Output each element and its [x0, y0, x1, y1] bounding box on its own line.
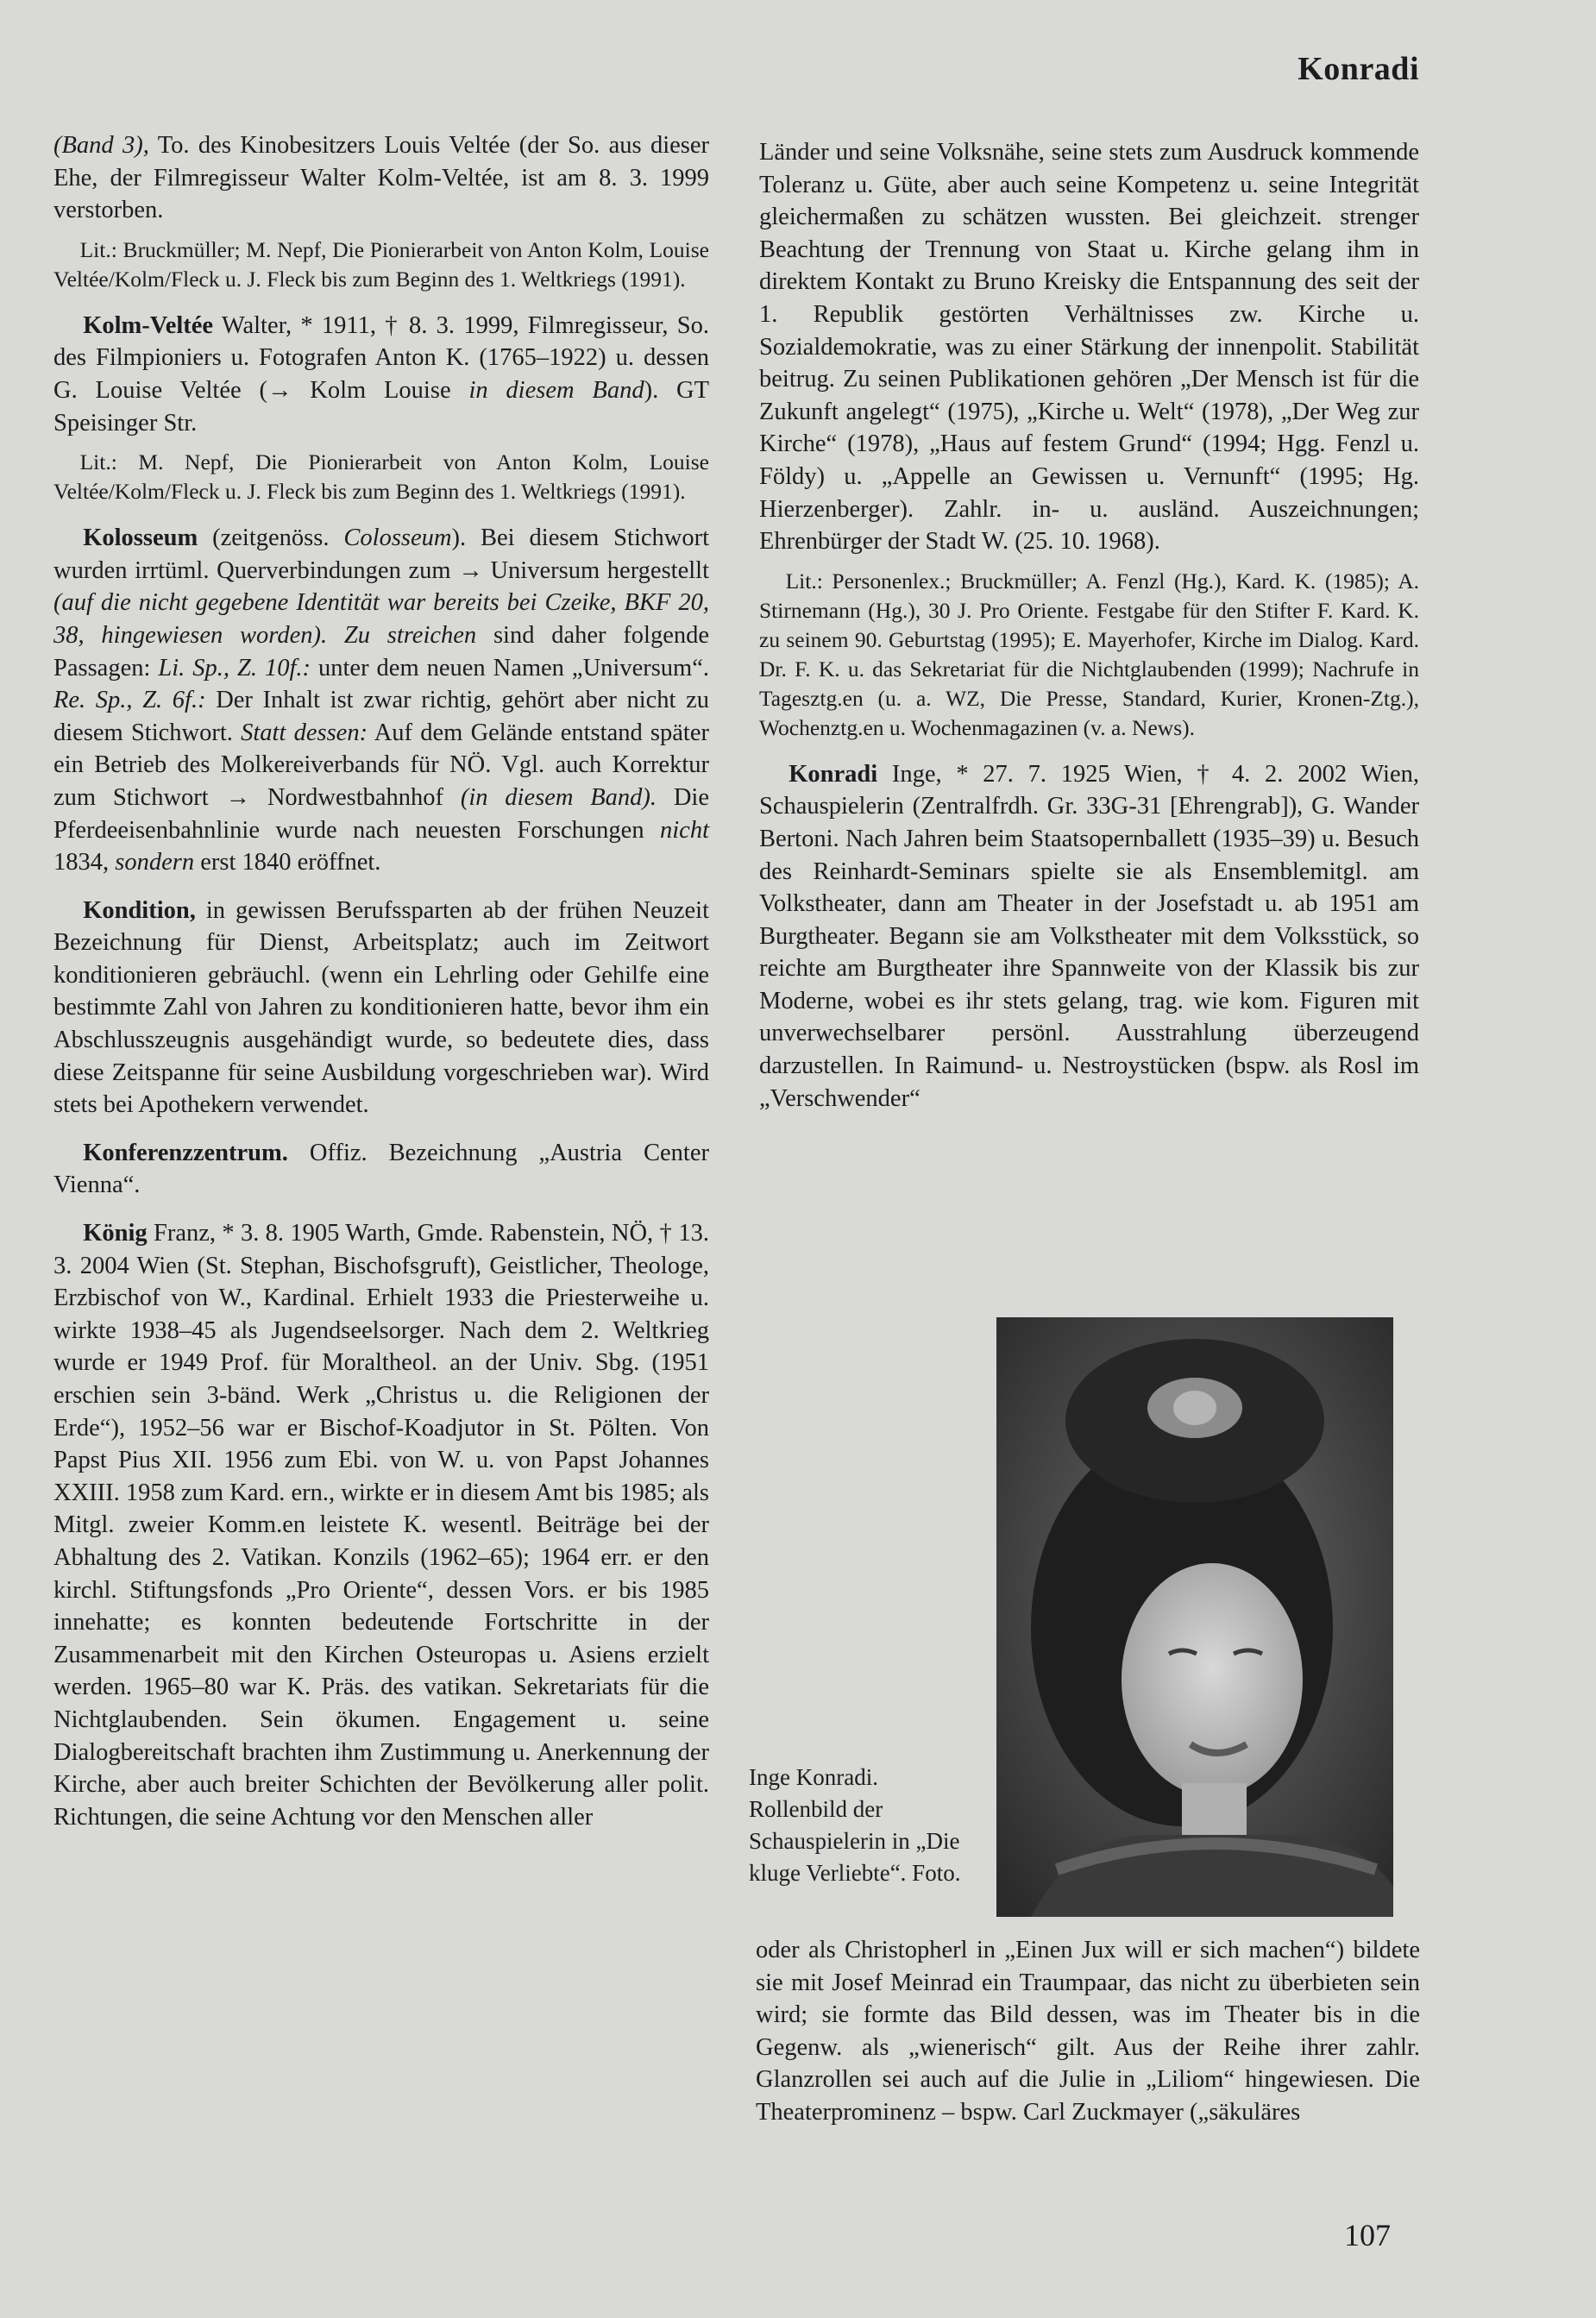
right-column-continuation — [756, 1934, 1420, 2129]
entry-continuation — [759, 136, 1419, 558]
text-run: Inge, * 27. 7. 1925 Wien, † 4. 2. 2002 Wien, Schauspielerin (Zentralfrdh. Gr. 33G-31 [Ehrengrab]), G. Wander Bertoni. Nach Jahren beim Staatsopernballett (1935–39) u. Besuch des Reinhardt-Seminars spielte sie als Ensemblemitgl. am Volkstheater, dann am Theater in der Josefstadt u. ab 1951 am Burgtheater. Begann sie am Volkstheater mit dem Volksstück, so reichte am Burgtheater ihre Spannweite von der Klassik bis zur Moderne, wobei es ihr stets gelang, trag. wie kom. Figuren mit unverwechselbarer persönl. Ausstrahlung überzeugend darzustellen. In Raimund- u. Nestroystücken (bspw. als Rosl im „Verschwender“ — [759, 760, 1419, 1112]
entry-koenig — [53, 1217, 709, 1833]
italic-text: nicht — [660, 816, 709, 844]
entry-kondition — [53, 895, 709, 1121]
text-run: erst 1840 eröffnet. — [194, 849, 381, 876]
portrait-photo — [996, 1317, 1393, 1917]
text-run: Lit.: M. Nepf, Die Pionierarbeit von Anton Kolm, Louise Veltée/Kolm/Fleck u. J. Fleck bis zum Beginn des 1. Weltkriegs (1991). — [53, 449, 709, 505]
text-run: 1834, — [53, 849, 116, 876]
italic-text: Statt dessen: — [241, 719, 368, 746]
italic-text: sondern — [115, 849, 195, 876]
text-run: in gewissen Berufssparten ab der frühen Neuzeit Bezeichnung für Dienst, Arbeitsplatz; auch im Zeitwort konditionieren gebräuchl. (wenn ein Lehrling oder Gehilfe eine bestimmte Zahl von Jahren zu konditionieren hatte, bevor ihm ein Abschlusszeugnis ausgehändigt wurde, so bedeutete dies, dass diese Zeitspanne für seine Ausbildung vorgeschrieben war). Wird stets bei Apothekern verwendet. — [53, 896, 709, 1119]
literature-note — [759, 567, 1419, 743]
entry-continuation — [53, 129, 709, 227]
text-run: To. des Kinobesitzers Louis Veltée (der So. aus dieser Ehe, der Filmregisseur Walter Kolm-Veltée, ist am 8. 3. 1999 verstorben. — [53, 132, 709, 224]
figure-caption: Inge Konradi. Rollenbild der Schauspielerin in „Die kluge Verliebte“. Foto. — [749, 1764, 961, 1886]
italic-text: (Band 3), — [53, 132, 149, 159]
text-run: unter dem neuen Namen „Universum“. — [311, 654, 709, 682]
italic-text: (in diesem Band). — [460, 783, 657, 811]
text-run: Länder und seine Volksnähe, seine stets zum Ausdruck kommende Toleranz u. Güte, aber auch seine Kompetenz u. seine Integrität gleichermaßen zu schätzen wussten. Bei gleichzeit. strenger Beachtung der Trennung von Staat u. Kirche gelang ihm in direktem Kontakt zu Bruno Kreisky die Entspannung des seit der 1. Republik gestörten Verhältnisses zw. Kirche u. Sozialdemokratie, was zu einer Stärkung der innenpolit. Stabilität beitrug. Zu seinen Publikationen gehören „Der Mensch ist für die Zukunft angelegt“ (1975), „Kirche u. Welt“ (1978), „Der Weg zur Kirche“ (1978), „Haus auf festem Grund“ (1994; Hgg. Fenzl u. Földy) u. „Appelle an Gewissen u. Vernunft“ (1995; Hg. Hierzenberger). Zahlr. in- u. ausländ. Auszeichnungen; Ehrenbürger der Stadt W. (25. 10. 1968). — [759, 139, 1419, 556]
text-run: Die Pferdeeisenbahnlinie wurde nach neuesten Forschungen — [53, 783, 710, 844]
left-column — [53, 129, 709, 1833]
entry-continuation — [756, 1934, 1420, 2129]
literature-note — [53, 448, 709, 506]
entry-kolm-veltee — [53, 310, 709, 439]
running-head: Konradi — [1298, 51, 1419, 87]
head-word: Konradi — [789, 760, 878, 788]
entry-konferenzzentrum — [53, 1137, 709, 1202]
text-run: Auf dem Gelände entstand später ein Betrieb des Molkereiverbands für NÖ. Vgl. auch Korrektur zum Stichwort → Nordwestbahnhof — [53, 719, 709, 811]
entry-konradi — [759, 758, 1419, 1115]
text-run: Lit.: Personenlex.; Bruckmüller; A. Fenzl (Hg.), Kard. K. (1985); A. Stirnemann (Hg.), 30 J. Pro Oriente. Festgabe für den Stifter F. Kard. K. zu seinem 90. Geburtstag (1995); E. Mayerhofer, Kirche im Dialog. Kard. Dr. F. K. u. das Sekretariat für die Nichtglaubenden (1999); Nachrufe in Tagesztg.en (u. a. WZ, Die Presse, Standard, Kurier, Kronen-Ztg.), Wochenztg.en u. Wochenmagazinen (v. a. News). — [759, 568, 1419, 740]
page-number: 107 — [1344, 2218, 1391, 2252]
text-run: (zeitgenöss. — [198, 525, 344, 552]
text-run: Lit.: Bruckmüller; M. Nepf, Die Pionierarbeit von Anton Kolm, Louise Veltée/Kolm/Fleck u. J. Fleck bis zum Beginn des 1. Weltkriegs (1991). — [53, 236, 709, 292]
text-run: Offiz. Bezeichnung „Austria Center Vienna“. — [53, 1139, 709, 1199]
text-run: Walter, * 1911, † 8. 3. 1999, Filmregisseur, So. des Filmpioniers u. Fotografen Anton K. (1765–1922) u. dessen G. Louise Veltée (→ Kolm Louise — [53, 311, 709, 404]
head-word: Kolosseum — [83, 525, 198, 552]
literature-note — [53, 236, 709, 294]
text-run: sind daher folgende Passagen: — [53, 621, 709, 682]
text-run: oder als Christopherl in „Einen Jux will er sich machen“) bildete sie mit Josef Meinrad ein Traumpaar, das nicht zu überbieten sein wird; sie formte das Bild dessen, was im Theater bis in die Gegenw. als „wienerisch“ gilt. Aus der Reihe ihrer zahlr. Glanzrollen sei auch auf die Julie in „Liliom“ hingewiesen. Die Theaterprominenz – bspw. Carl Zuckmayer („säkuläres — [756, 1937, 1420, 2126]
italic-text: Colosseum — [343, 525, 452, 552]
text-run: ). GT Speisinger Str. — [53, 376, 710, 437]
italic-text: in diesem Band — [468, 376, 644, 404]
italic-text: Li. Sp., Z. 10f.: — [158, 654, 311, 682]
head-word: Kolm-Veltée — [83, 311, 214, 339]
text-run: ). Bei diesem Stichwort wurden irrtüml. Querverbindungen zum → Universum hergestellt — [53, 525, 709, 584]
italic-text: Re. Sp., Z. 6f.: — [53, 687, 206, 714]
entry-kolosseum — [53, 522, 709, 879]
text-run: Franz, * 3. 8. 1905 Warth, Gmde. Rabenstein, NÖ, † 13. 3. 2004 Wien (St. Stephan, Bischofsgruft), Geistlicher, Theologe, Erzbischof von W., Kardinal. Erhielt 1933 die Priesterweihe u. wirkte 1938–45 als Jugendseelsorger. Nach dem 2. Weltkrieg wurde er 1949 Prof. für Moraltheol. an der Univ. Sbg. (1951 erschien sein 3-bänd. Werk „Christus u. die Religionen der Erde“), 1952–56 war er Bischof-Koadjutor in St. Pölten. Von Papst Pius XII. 1956 zum Ebi. von W. u. von Papst Johannes XXIII. 1958 zum Kard. ern., wirkte er in diesem Amt bis 1985; als Mitgl. zweier Komm.en leistete K. wesentl. Beiträge bei der Abhaltung des 2. Vatikan. Konzils (1962–65); 1964 err. er den kirchl. Stiftungsfonds „Pro Oriente“, dessen Vors. er bis 1985 innehatte; es konnten bedeutende Fortschritte in der Zusammenarbeit mit den Kirchen Osteuropas u. Asiens erzielt werden. 1965–80 war K. Präs. des vatikan. Sekretariats für die Nichtglaubenden. Sein ökumen. Engagement u. seine Dialogbereitschaft brachten ihm Zustimmung u. Anerkennung der Kirche, aber auch breiter Schichten der Bevölkerung aller polit. Richtungen, die seine Achtung vor den Menschen aller — [53, 1220, 709, 1831]
portrait-illustration — [996, 1317, 1393, 1917]
head-word: Konferenzzentrum. — [83, 1139, 288, 1166]
head-word: Kondition, — [83, 896, 196, 924]
right-column — [759, 136, 1419, 1115]
text-run: Der Inhalt ist zwar richtig, gehört aber nicht zu diesem Stichwort. — [53, 687, 709, 746]
head-word: König — [83, 1220, 148, 1247]
italic-text: (auf die nicht gegebene Identität war bereits bei Czeike, BKF 20, 38, hingewiesen worden). Zu streichen — [53, 589, 709, 649]
